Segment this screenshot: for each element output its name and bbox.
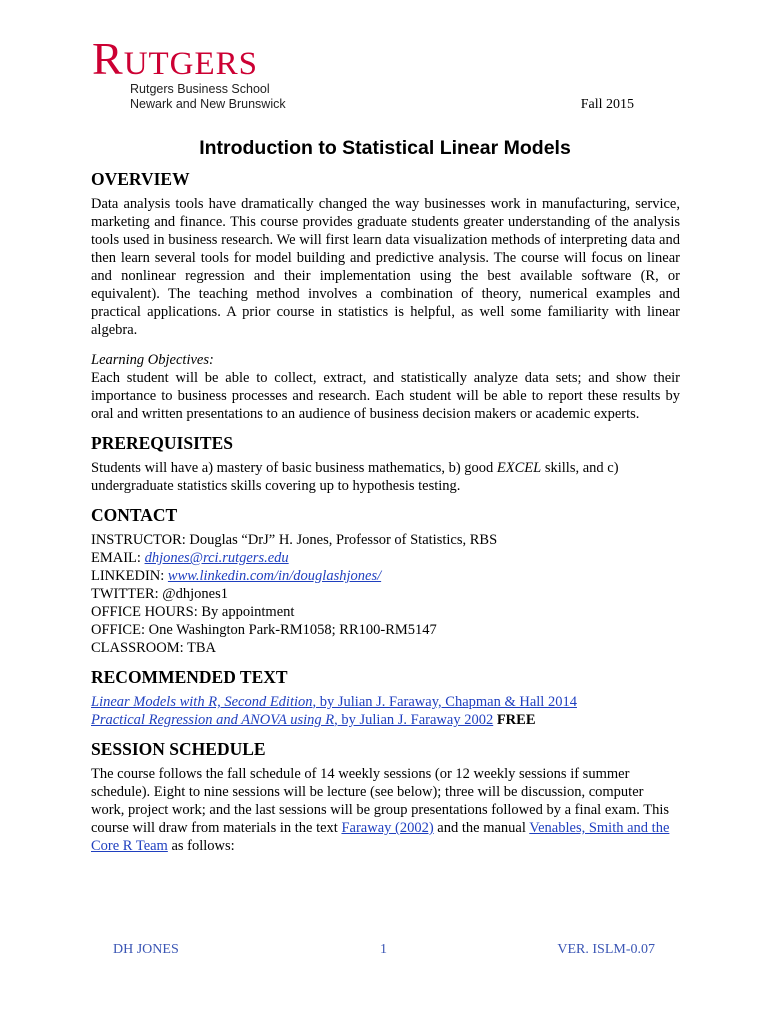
prerequisites-text-b: skills, and c) undergraduate statistics skills covering up to hypothesis testing. [91,460,619,494]
contact-heading: CONTACT [91,505,178,525]
school-line1: Rutgers Business School [130,82,270,96]
book1-link[interactable] [91,694,577,710]
contact-section [91,504,680,657]
excel-term: EXCEL [496,460,542,476]
book1 [91,693,680,711]
page-footer [0,942,770,960]
school-line2: Newark and New Brunswick [130,97,286,111]
book2-details: , by Julian J. Faraway 2002 [334,712,494,728]
logo-first-letter: R [92,33,124,84]
schedule-text-b: and the manual [433,820,530,836]
prerequisites-heading: PREREQUISITES [91,433,233,453]
footer-author: DH JONES [113,942,179,957]
prerequisites-section [91,432,680,495]
term-label: Fall 2015 [580,97,634,112]
logo-rest: UTGERS [123,46,259,82]
email-line [91,549,680,567]
book1-details: , by Julian J. Faraway, Chapman & Hall 2014 [312,694,577,710]
classroom-line: CLASSROOM: TBA [91,640,217,656]
overview-text: Data analysis tools have dramatically changed the way businesses work in manufacturing, service, marketing and finance. This course provides graduate students greater understanding of the analysis tools used in business research. We will first learn data visualization methods of interpreting data and then learn several tools for model building and predictive analysis. The course will focus on linear and nonlinear regression and their implementation using the best available software (R, or equivalent). The teaching method involves a combination of theory, numerical examples and practical applications. A prior course in statistics is helpful, as well some familiarity with linear algebra. [91,196,680,338]
book2-link[interactable] [91,712,493,728]
recommended-text-heading: RECOMMENDED TEXT [91,667,288,687]
twitter-line: TWITTER: @dhjones1 [91,586,228,602]
prerequisites-text-a: Students will have a) mastery of basic business mathematics, b) good [91,460,497,476]
book1-title: Linear Models with R, Second Edition [91,694,313,710]
book2 [91,711,680,729]
overview-section [91,168,680,423]
session-schedule-section [91,738,680,855]
book2-title: Practical Regression and ANOVA using R [91,712,335,728]
schedule-text-c: as follows: [167,838,235,854]
objectives-text: Each student will be able to collect, extract, and statistically analyze data sets; and show their importance to business processes and research. Each student will be able to report these results by oral and written presentations to an audience of business decision makers or academic experts. [91,370,680,422]
venables-link[interactable]: Venables, Smith and the Core R Team [91,820,670,854]
schedule-text [91,765,680,855]
rutgers-logo [92,33,259,84]
session-schedule-heading: SESSION SCHEDULE [91,739,266,759]
linkedin-label: LINKEDIN: [91,568,168,584]
schedule-text-a: The course follows the fall schedule of 14 weekly sessions (or 12 weekly sessions if summer schedule). Eight to nine sessions will be lecture (see below); three will be discussion, computer work, project work; and the last sessions will be group presentations followed by a final exam. This course will draw from materials in the text [91,766,670,836]
faraway-link[interactable]: Faraway (2002) [341,820,434,836]
objectives-label: Learning Objectives: [91,352,214,368]
linkedin-line [91,567,680,585]
document-title: Introduction to Statistical Linear Models [199,137,571,159]
email-label: EMAIL: [91,550,145,566]
email-link[interactable]: dhjones@rci.rutgers.edu [144,550,289,566]
overview-heading: OVERVIEW [91,169,190,189]
document-body [91,168,680,855]
prerequisites-text [91,459,680,495]
office-line: OFFICE: One Washington Park-RM1058; RR100-RM5147 [91,622,437,638]
page-number: 1 [380,942,387,957]
recommended-text-section [91,666,680,729]
free-label: FREE [493,712,536,728]
school-name [130,82,286,112]
linkedin-link[interactable]: www.linkedin.com/in/douglashjones/ [167,568,382,584]
instructor-line: INSTRUCTOR: Douglas “DrJ” H. Jones, Professor of Statistics, RBS [91,532,498,548]
office-hours-line: OFFICE HOURS: By appointment [91,604,295,620]
footer-version: VER. ISLM-0.07 [557,942,655,957]
